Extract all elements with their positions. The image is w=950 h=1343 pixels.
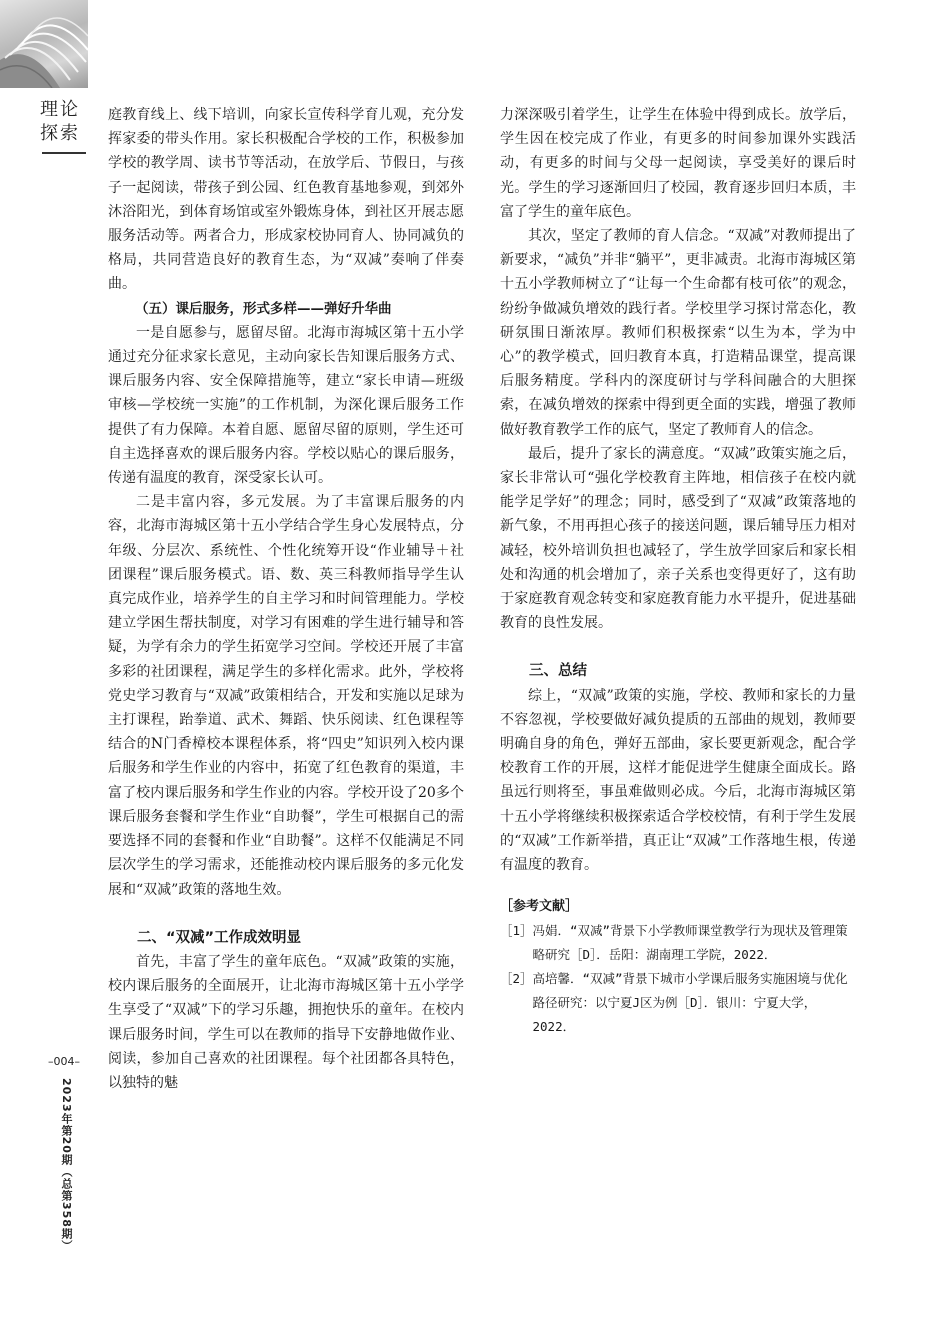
issue-info: 2023年第20期（总第358期）: [60, 1078, 73, 1252]
page-number: –004–: [48, 1055, 80, 1068]
paragraph: 首先，丰富了学生的童年底色。“双减”政策的实施，校内课后服务的全面展开，让北海市海城区第十五小学学生享受了“双减”下的学习乐趣，拥抱快乐的童年。在校内课后服务时间，学生可以在教师的指导下安静地做作业、阅读，参加自己喜欢的社团课程。每个社团都各具特色，以独特的魅: [108, 953, 464, 1091]
paragraph: 最后，提升了家长的满意度。“双减”政策实施之后，家长非常认可“强化学校教育主阵地，相信孩子在校内就能学足学好”的理念；同时，感受到了“双减”政策落地的新气象，不用再担心孩子的接送问题，课后辅导压力相对减轻，校外培训负担也减轻了，学生放学回家后和家长相处和沟通的机会增加了，亲子关系也变得更好了，这有助于家庭教育观念转变和家庭教育能力水平提升，促进基础教育的良性发展。: [500, 445, 856, 632]
section-tag: [40, 98, 88, 146]
section-tag-line1: 理论: [40, 99, 80, 120]
section-tag-rule: [42, 152, 86, 154]
reference-item: ［1］冯娟．“双减”背景下小学教师课堂教学行为现状及管理策略研究［D］．岳阳：湖南理工学院，2022．: [500, 923, 848, 963]
open-book-icon: [0, 0, 88, 88]
reference-item: ［2］高培馨．“双减”背景下城市小学课后服务实施困境与优化路径研究：以宁夏J区为例［D］．银川：宁夏大学，2022．: [500, 971, 848, 1035]
left-column: [108, 103, 464, 1095]
spacer: [500, 635, 856, 659]
section-heading-three: 三、总结: [529, 663, 587, 680]
spacer: [500, 877, 856, 895]
references: [500, 895, 856, 1039]
paragraph: 二是丰富内容，多元发展。为了丰富课后服务的内容，北海市海城区第十五小学结合学生身心发展特点，分年级、分层次、系统性、个性化统筹开设“作业辅导＋社团课程”课后服务模式。语、数、英三科教师指导学生认真完成作业，培养学生的自主学习和时间管理能力。学校建立学困生帮扶制度，对学习有困难的学生进行辅导和答疑，为学有余力的学生拓宽学习空间。学校还开展了丰富多彩的社团课程，满足学生的多样化需求。此外，学校将党史学习教育与“双减”政策相结合，开发和实施以足球为主打课程，跆拳道、武术、舞蹈、快乐阅读、红色课程等结合的N门香樟校本课程体系，将“四史”知识列入校内课后服务和学生作业的内容中，拓宽了红色教育的渠道，丰富了校内课后服务和学生作业的内容。学校开设了20多个课后服务套餐和学生作业“自助餐”，学生可根据自己的需要选择不同的套餐和作业“自助餐”。这样不仅能满足不同层次学生的学习需求，还能推动校内课后服务的多元化发展和“双减”政策的落地生效。: [108, 494, 464, 898]
open-book-photo: [0, 0, 88, 88]
section-tag-line2: 探索: [40, 123, 80, 144]
paragraph: 一是自愿参与，愿留尽留。北海市海城区第十五小学通过充分征求家长意见，主动向家长告知课后服务方式、课后服务内容、安全保障措施等，建立“家长申请—班级审核—学校统一实施”的工作机制，为深化课后服务工作提供了有力保障。本着自愿、愿留尽留的原则，学生还可自主选择喜欢的课后服务内容。学校以贴心的课后服务，传递有温度的教育，深受家长认可。: [108, 324, 464, 487]
right-column: [500, 103, 856, 1039]
paragraph: 综上，“双减”政策的实施，学校、教师和家长的力量不容忽视，学校要做好减负提质的五部曲的规划，教师要明确自身的角色，弹好五部曲，家长要更新观念，配合学校教育工作的开展，这样才能促进学生健康全面成长。路虽远行则将至，事虽难做则必成。今后，北海市海城区第十五小学将继续积极探索适合学校校情，有利于学生发展的“双减”工作新举措，真正让“双减”工作落地生根，传递有温度的教育。: [500, 687, 856, 874]
paragraph: 力深深吸引着学生，让学生在体验中得到成长。放学后，学生因在校完成了作业，有更多的时间参加课外实践活动，有更多的时间与父母一起阅读，享受美好的课后时光。学生的学习逐渐回归了校园，教育逐步回归本质，丰富了学生的童年底色。: [500, 107, 856, 220]
spacer: [108, 902, 464, 926]
subheading-five: （五）课后服务，形式多样——弹好升华曲: [135, 300, 392, 317]
section-heading-two: 二、“双减”工作成效明显: [137, 929, 302, 946]
paragraph: 庭教育线上、线下培训，向家长宣传科学育儿观，充分发挥家委的带头作用。家长积极配合学校的工作，积极参加学校的教学周、读书节等活动，在放学后、节假日，与孩子一起阅读，带孩子到公园、红色教育基地参观，到郊外沐浴阳光，到体育场馆或室外锻炼身体，到社区开展志愿服务活动等。两者合力，形成家校协同育人、协同减负的格局，共同营造良好的教育生态，为“双减”奏响了伴奏曲。: [108, 107, 464, 293]
paragraph: 其次，坚定了教师的育人信念。“双减”对教师提出了新要求，“减负”并非“躺平”，更非减责。北海市海城区第十五小学教师树立了“让每一个生命都有枝可依”的观念，纷纷争做减负增效的践行者。学校里学习探讨常态化，教研氛围日渐浓厚。教师们积极探索“以生为本，学为中心”的教学模式，回归教育本真，打造精品课堂，提高课后服务精度。学科内的深度研讨与学科间融合的大胆探索，在减负增效的探索中得到更全面的实践，增强了教师做好教育教学工作的底气，坚定了教师育人的信念。: [500, 228, 856, 438]
references-title: ［参考文献］: [500, 899, 579, 915]
